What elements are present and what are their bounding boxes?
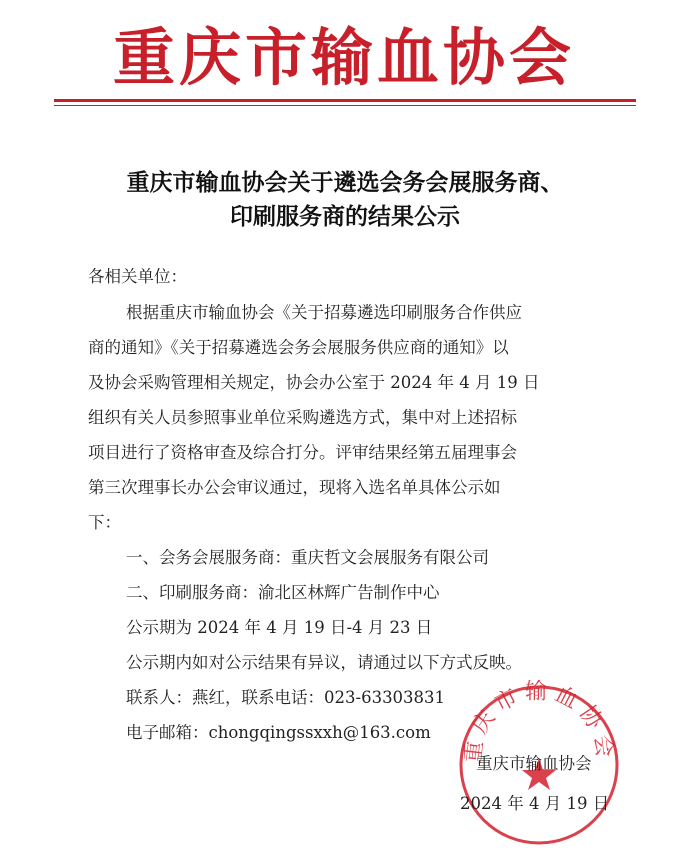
item-printing-provider: 二、印刷服务商：渝北区林辉广告制作中心	[126, 583, 440, 602]
body-line: 组织有关人员参照事业单位采购遴选方式，集中对上述招标	[88, 408, 517, 427]
letterhead-rule-thin	[54, 105, 636, 106]
objection-notice: 公示期内如对公示结果有异议，请通过以下方式反映。	[126, 653, 522, 672]
body-line: 商的通知》《关于招募遴选会务会展服务供应商的通知》以	[88, 338, 509, 357]
salutation: 各相关单位：	[88, 267, 187, 286]
body-line: 第三次理事长办公会审议通过，现将入选名单具体公示如	[88, 478, 501, 497]
signature-org: 重庆市输血协会	[476, 754, 592, 773]
seal-text: 重庆市输血协会	[460, 680, 618, 765]
body-line: 下：	[88, 513, 121, 532]
body-line: 项目进行了资格审查及综合打分。评审结果经第五届理事会	[88, 443, 517, 462]
body-line: 根据重庆市输血协会《关于招募遴选印刷服务合作供应	[126, 303, 522, 322]
document-title-line-1: 重庆市输血协会关于遴选会务会展服务商、	[126, 169, 564, 196]
body-line: 及协会采购管理相关规定，协会办公室于 2024 年 4 月 19 日	[88, 373, 540, 392]
item-exhibition-provider: 一、会务会展服务商：重庆哲文会展服务有限公司	[126, 548, 489, 567]
publicity-period: 公示期为 2024 年 4 月 19 日-4 月 23 日	[126, 618, 433, 637]
signature-date: 2024 年 4 月 19 日	[460, 794, 610, 813]
document-title-line-2: 印刷服务商的结果公示	[230, 203, 460, 230]
email-info: 电子邮箱：chongqingssxxh@163.com	[126, 723, 431, 742]
contact-info: 联系人：燕红，联系电话：023-63303831	[126, 688, 446, 707]
letterhead-rule-thick	[54, 99, 636, 102]
letterhead-title: 重庆市输血协会	[112, 21, 575, 94]
